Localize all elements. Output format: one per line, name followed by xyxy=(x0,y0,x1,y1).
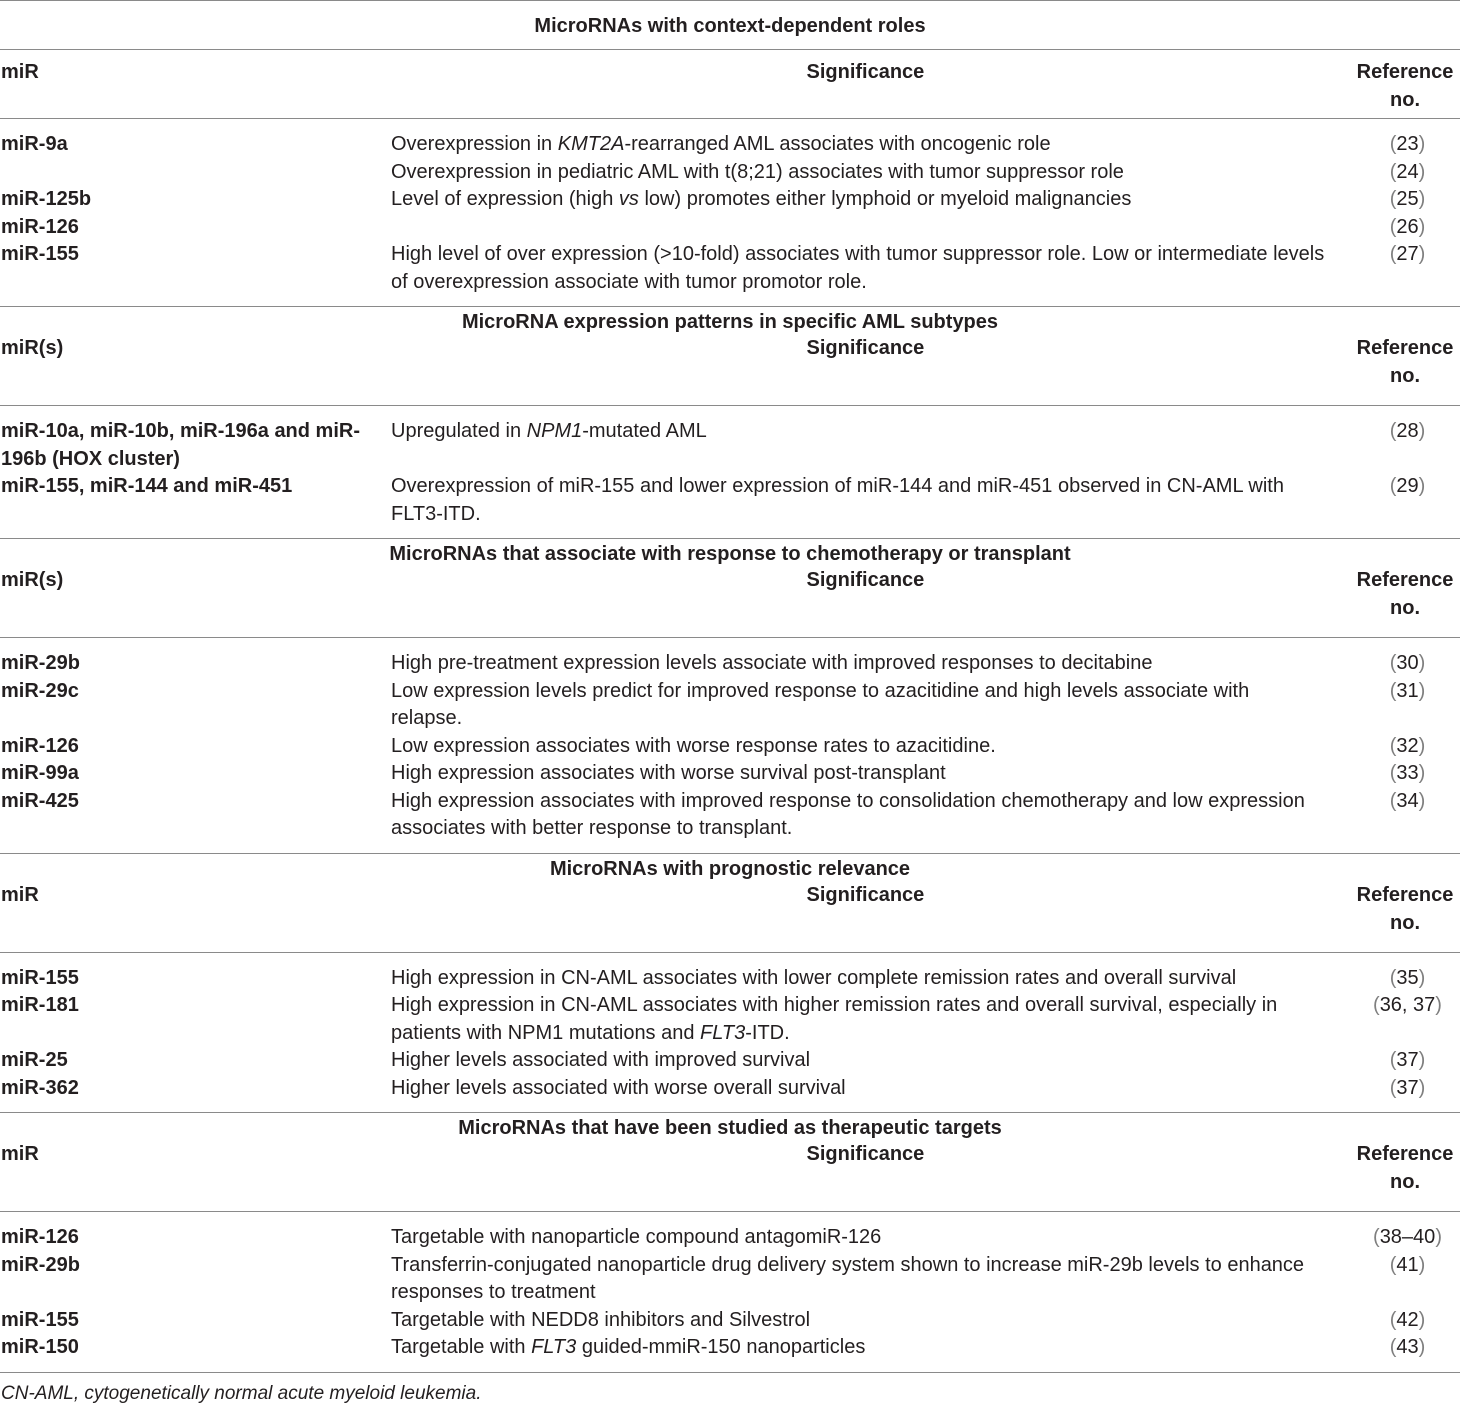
section-body xyxy=(0,406,1460,538)
reference-cell xyxy=(1325,1075,1460,1103)
reference-number: 25 xyxy=(1396,188,1419,210)
column-header-col3: Reference no. xyxy=(1356,883,1454,934)
reference-number: 32 xyxy=(1396,734,1419,757)
reference-cell xyxy=(1325,186,1460,214)
reference-cell xyxy=(1325,760,1460,788)
significance-cell: Low expression associates with worse response rates to azacitidine. xyxy=(391,734,996,757)
column-header-col1: miR(s) xyxy=(1,337,64,359)
mir-cell: miR-425 xyxy=(1,789,79,812)
mir-cell: miR-126 xyxy=(1,734,79,757)
ref-close-paren: ) xyxy=(1418,1049,1426,1071)
column-header-col2: Significance xyxy=(806,337,925,359)
reference-cell xyxy=(1325,241,1460,296)
table-row xyxy=(0,241,1460,296)
column-header-col3: Reference no. xyxy=(1356,569,1454,619)
mir-cell: miR-9a xyxy=(1,133,68,155)
section-title: MicroRNAs with prognostic relevance xyxy=(549,857,911,880)
ref-close-paren: ) xyxy=(1418,475,1426,497)
ref-close-paren: ) xyxy=(1418,966,1426,989)
column-header-row xyxy=(0,881,1460,952)
mir-cell: miR-125b xyxy=(1,188,92,210)
ref-close-paren: ) xyxy=(1418,789,1426,812)
ref-open-paren: ( xyxy=(1373,994,1380,1016)
reference-number: 27 xyxy=(1396,243,1419,265)
reference-number: 37 xyxy=(1396,1076,1419,1099)
ref-open-paren: ( xyxy=(1389,420,1397,442)
mir-cell: miR-181 xyxy=(1,994,79,1016)
significance-cell: Higher levels associated with improved survival xyxy=(391,1049,811,1071)
table-footnote: CN-AML, cytogenetically normal acute myeloid leukemia. xyxy=(1,1382,482,1404)
reference-number: 33 xyxy=(1396,762,1419,784)
reference-cell xyxy=(1325,418,1460,473)
mir-cell: miR-155, miR-144 and miR-451 xyxy=(1,475,293,497)
table-row xyxy=(0,186,1460,214)
significance-cell: Overexpression in pediatric AML with t(8;21) associates with tumor suppressor role xyxy=(391,160,1124,183)
ref-close-paren: ) xyxy=(1435,1226,1442,1248)
table-row xyxy=(0,1307,1460,1335)
significance-cell: High pre-treatment expression levels associate with improved responses to decitabine xyxy=(391,652,1153,674)
table-row xyxy=(0,418,1460,473)
significance-cell: High expression associates with worse survival post-transplant xyxy=(391,762,946,784)
table-row xyxy=(0,650,1460,678)
table-row xyxy=(0,131,1460,159)
reference-cell xyxy=(1325,678,1460,733)
table-row xyxy=(0,733,1460,761)
reference-cell xyxy=(1325,131,1460,159)
reference-number: 26 xyxy=(1396,215,1419,238)
reference-cell xyxy=(1325,214,1460,242)
mir-cell: miR-29b xyxy=(1,1253,80,1276)
reference-number: 34 xyxy=(1396,789,1419,812)
column-header-col1: miR xyxy=(1,883,39,906)
reference-cell xyxy=(1325,788,1460,843)
reference-cell xyxy=(1325,965,1460,993)
column-header-col1: miR xyxy=(1,61,39,83)
table-row xyxy=(0,159,1460,187)
ref-open-paren: ( xyxy=(1389,734,1397,757)
ref-close-paren: ) xyxy=(1418,762,1426,784)
reference-cell xyxy=(1325,733,1460,761)
reference-number: 35 xyxy=(1396,966,1419,989)
ref-open-paren: ( xyxy=(1389,762,1397,784)
significance-cell: High expression associates with improved response to consolidation chemotherapy and low expression associates with better response to transplant. xyxy=(391,789,1305,839)
reference-number: 31 xyxy=(1396,679,1419,702)
ref-open-paren: ( xyxy=(1389,1049,1397,1071)
reference-number: 37 xyxy=(1396,1049,1419,1071)
mir-cell: miR-155 xyxy=(1,1308,79,1331)
ref-open-paren: ( xyxy=(1389,475,1397,497)
table-row xyxy=(0,1252,1460,1307)
ref-close-paren: ) xyxy=(1418,1253,1426,1276)
reference-cell xyxy=(1325,1047,1460,1075)
table-row xyxy=(0,473,1460,528)
table-row xyxy=(0,760,1460,788)
mir-cell: miR-126 xyxy=(1,1226,79,1248)
reference-cell xyxy=(1325,1224,1460,1252)
table-row xyxy=(0,1224,1460,1252)
section-body xyxy=(0,953,1460,1113)
significance-cell xyxy=(380,214,1325,242)
section-title: MicroRNAs that associate with response to chemotherapy or transplant xyxy=(389,543,1071,565)
reference-number: 41 xyxy=(1396,1253,1419,1276)
section-body xyxy=(0,638,1460,853)
ref-close-paren: ) xyxy=(1418,1076,1426,1099)
significance-cell: High level of over expression (>10-fold) associates with tumor suppressor role. Low or intermediate levels of overexpression associate with tumor promotor role. xyxy=(391,243,1325,293)
ref-close-paren: ) xyxy=(1418,215,1426,238)
ref-open-paren: ( xyxy=(1389,243,1397,265)
column-header-row xyxy=(0,566,1460,637)
significance-cell: Upregulated in NPM1-mutated AML xyxy=(391,420,707,442)
reference-number: 42 xyxy=(1396,1308,1419,1331)
column-header-col2: Significance xyxy=(806,61,925,83)
column-header-col3: Reference no. xyxy=(1356,61,1454,111)
section-title: MicroRNAs with context-dependent roles xyxy=(534,15,926,37)
column-header-col1: miR(s) xyxy=(1,569,64,591)
mir-cell: miR-126 xyxy=(1,215,79,238)
mir-cell: miR-150 xyxy=(1,1336,79,1358)
significance-cell: Overexpression in KMT2A-rearranged AML associates with oncogenic role xyxy=(391,133,1051,155)
ref-open-paren: ( xyxy=(1389,966,1397,989)
significance-cell: High expression in CN-AML associates with higher remission rates and overall survival, especially in patients with NPM1 mutations and FLT3-ITD. xyxy=(391,994,1278,1044)
ref-close-paren: ) xyxy=(1418,1336,1426,1358)
reference-number: 23 xyxy=(1396,133,1419,155)
ref-open-paren: ( xyxy=(1389,1336,1397,1358)
table-row xyxy=(0,788,1460,843)
column-header-col3: Reference no. xyxy=(1356,1143,1454,1193)
mir-cell: miR-29b xyxy=(1,652,80,674)
ref-close-paren: ) xyxy=(1418,652,1426,674)
reference-cell xyxy=(1325,473,1460,528)
section-title: MicroRNAs that have been studied as therapeutic targets xyxy=(458,1117,1002,1139)
ref-open-paren: ( xyxy=(1373,1226,1380,1248)
reference-cell xyxy=(1325,650,1460,678)
ref-close-paren: ) xyxy=(1418,1308,1426,1331)
reference-cell xyxy=(1325,1334,1460,1362)
column-header-col2: Significance xyxy=(806,569,925,591)
ref-close-paren: ) xyxy=(1435,994,1442,1016)
column-header-row xyxy=(0,334,1460,405)
significance-cell: Targetable with FLT3 guided-mmiR-150 nanoparticles xyxy=(391,1336,866,1358)
ref-open-paren: ( xyxy=(1389,133,1397,155)
ref-close-paren: ) xyxy=(1418,188,1426,210)
table-row xyxy=(0,214,1460,242)
ref-close-paren: ) xyxy=(1418,133,1426,155)
section-body xyxy=(0,119,1460,306)
reference-cell xyxy=(1325,992,1460,1047)
ref-close-paren: ) xyxy=(1418,679,1426,702)
ref-close-paren: ) xyxy=(1418,243,1426,265)
significance-cell: High expression in CN-AML associates with lower complete remission rates and overall survival xyxy=(391,966,1237,989)
ref-open-paren: ( xyxy=(1389,679,1397,702)
table-row xyxy=(0,1075,1460,1103)
mir-cell: miR-362 xyxy=(1,1076,79,1099)
ref-open-paren: ( xyxy=(1389,160,1397,183)
table-row xyxy=(0,678,1460,733)
column-header-row xyxy=(0,1140,1460,1211)
table-row xyxy=(0,992,1460,1047)
ref-close-paren: ) xyxy=(1418,420,1426,442)
ref-open-paren: ( xyxy=(1389,652,1397,674)
ref-open-paren: ( xyxy=(1389,1253,1397,1276)
ref-open-paren: ( xyxy=(1389,1308,1397,1331)
reference-number: 38–40 xyxy=(1379,1226,1436,1248)
reference-number: 24 xyxy=(1396,160,1419,183)
mir-cell xyxy=(0,159,380,187)
significance-cell: Targetable with nanoparticle compound antagomiR-126 xyxy=(391,1226,882,1248)
ref-close-paren: ) xyxy=(1418,734,1426,757)
mir-cell: miR-10a, miR-10b, miR-196a and miR-196b (HOX cluster) xyxy=(1,420,360,470)
significance-cell: Overexpression of miR-155 and lower expression of miR-144 and miR-451 observed in CN-AML with FLT3-ITD. xyxy=(391,475,1284,525)
ref-open-paren: ( xyxy=(1389,789,1397,812)
reference-cell xyxy=(1325,1252,1460,1307)
reference-number: 43 xyxy=(1396,1336,1419,1358)
reference-cell xyxy=(1325,1307,1460,1335)
column-header-col3: Reference no. xyxy=(1356,337,1454,387)
column-header-row xyxy=(0,50,1460,118)
significance-cell: Targetable with NEDD8 inhibitors and Silvestrol xyxy=(391,1308,811,1331)
ref-close-paren: ) xyxy=(1418,160,1426,183)
table-row xyxy=(0,1334,1460,1362)
mir-cell: miR-29c xyxy=(1,679,79,702)
reference-number: 30 xyxy=(1396,652,1419,674)
reference-number: 29 xyxy=(1396,475,1419,497)
section-body xyxy=(0,1212,1460,1372)
table-row xyxy=(0,965,1460,993)
column-header-col2: Significance xyxy=(806,883,925,906)
mir-cell: miR-155 xyxy=(1,243,79,265)
column-header-col1: miR xyxy=(1,1143,39,1165)
significance-cell: Higher levels associated with worse overall survival xyxy=(391,1076,846,1099)
mir-cell: miR-99a xyxy=(1,762,79,784)
reference-number: 28 xyxy=(1396,420,1419,442)
significance-cell: Low expression levels predict for improved response to azacitidine and high levels associate with relapse. xyxy=(391,679,1250,729)
section-title: MicroRNA expression patterns in specific AML subtypes xyxy=(461,311,999,333)
ref-open-paren: ( xyxy=(1389,188,1397,210)
mir-cell: miR-25 xyxy=(1,1049,68,1071)
ref-open-paren: ( xyxy=(1389,1076,1397,1099)
column-header-col2: Significance xyxy=(806,1143,925,1165)
reference-number: 36, 37 xyxy=(1379,994,1436,1016)
table-row xyxy=(0,1047,1460,1075)
mir-cell: miR-155 xyxy=(1,966,79,989)
reference-cell xyxy=(1325,159,1460,187)
significance-cell: Level of expression (high vs low) promotes either lymphoid or myeloid malignancies xyxy=(391,188,1132,210)
significance-cell: Transferrin-conjugated nanoparticle drug delivery system shown to increase miR-29b levels to enhance responses to treatment xyxy=(391,1253,1305,1303)
ref-open-paren: ( xyxy=(1389,215,1397,238)
